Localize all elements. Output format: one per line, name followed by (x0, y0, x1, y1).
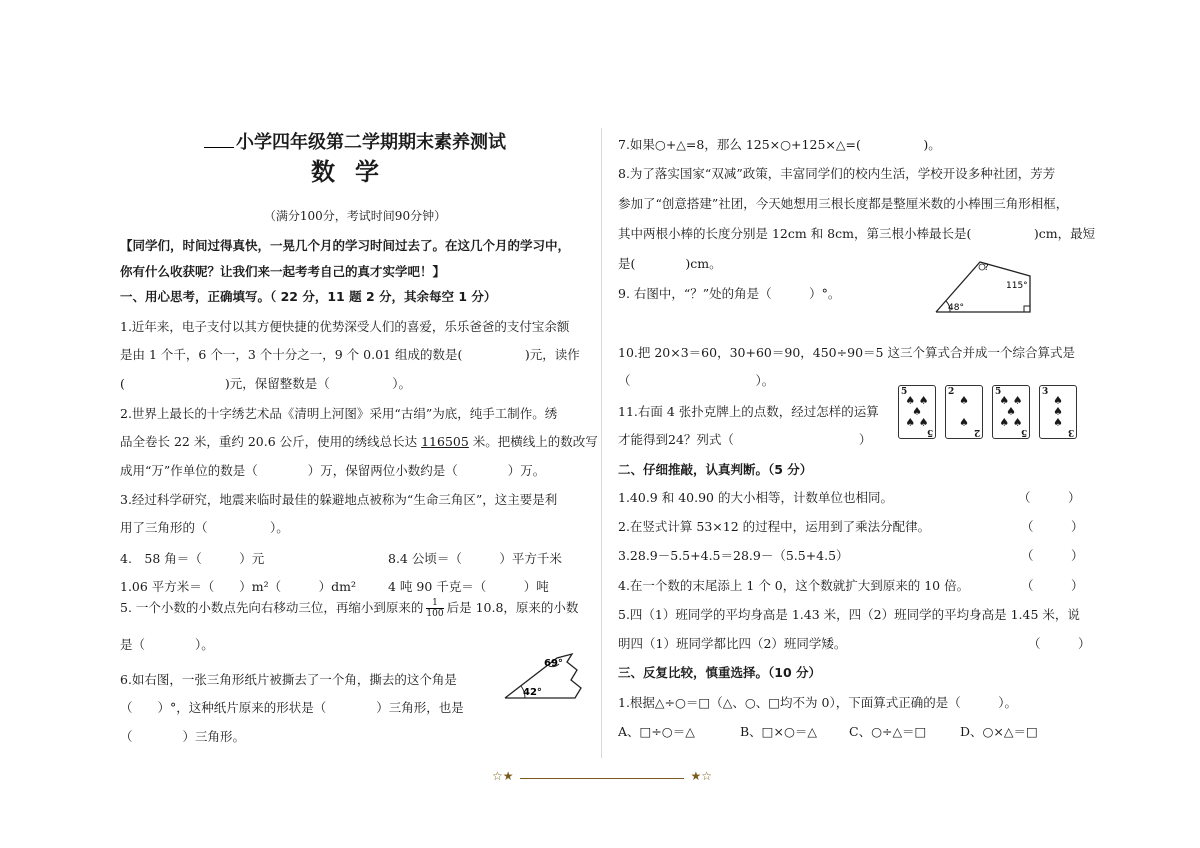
intro-line-1: 【同学们，时间过得真快，一晃几个月的学习时间过去了。在这几个月的学习中， (120, 238, 571, 253)
playing-card-4 (1039, 385, 1077, 439)
fraction-denominator: 100 (426, 609, 444, 619)
section3-title: 三、反复比较，慎重选择。（10 分） (618, 665, 821, 680)
judge-2-paren[interactable]: （ ） (1021, 519, 1084, 534)
angle-label-42: 42° (523, 687, 542, 698)
q2-line-3: 成用“万”作单位的数是（ ）万，保留两位小数约是（ ）万。 (120, 463, 546, 478)
footer-ornament (492, 769, 712, 789)
choice-1: 1.根据△÷○＝□（△、○、□均不为 0），下面算式正确的是（ ）。 (618, 695, 1017, 710)
q1-line-1: 1.近年来，电子支付以其方便快捷的优势深受人们的喜爱，乐乐爸爸的支付宝余额 (120, 319, 570, 334)
card-rank: 2 (948, 387, 955, 397)
judge-3: 3.28.9－5.5+4.5＝28.9－（5.5+4.5） (618, 548, 849, 563)
section1-title: 一、用心思考，正确填写。（ 22 分，11 题 2 分，其余每空 1 分） (120, 289, 497, 304)
q8-line-1: 8.为了落实国家“双减”政策，丰富同学们的校内生活，学校开设多种社团，芳芳 (618, 166, 1056, 181)
footer-rule (520, 778, 684, 779)
q4-item-b: 8.4 公顷＝（ ）平方千米 (388, 551, 562, 566)
q3-line-2: 用了三角形的（ ）。 (120, 520, 289, 535)
card-rank-inverted: 2 (973, 427, 980, 437)
judge-4: 4.在一个数的末尾添上 1 个 0，这个数就扩大到原来的 10 倍。 (618, 578, 970, 593)
fraction-one-hundredth (426, 598, 443, 619)
right-angle-mark (1024, 306, 1030, 312)
q4-item-c: 1.06 平方米＝（ ）m²（ ）dm² (120, 579, 357, 594)
subject-title: 数学 (311, 158, 399, 186)
judge-5-line-2: 明四（1）班同学都比四（2）班同学矮。 (618, 636, 847, 651)
q6-line-1: 6.如右图，一张三角形纸片被撕去了一个角，撕去的这个角是 (120, 672, 457, 687)
judge-2: 2.在竖式计算 53×12 的过程中，运用到了乘法分配律。 (618, 519, 931, 534)
q6-line-2: （ ）°，这种纸片原来的形状是（ ）三角形，也是 (120, 700, 464, 715)
judge-1: 1.40.9 和 40.90 的大小相等，计数单位也相同。 (618, 490, 893, 505)
option-a[interactable]: A、□÷○＝△ (618, 724, 695, 739)
spade-pips: ♠ ♠ ♠ ♠ ♠ (905, 394, 929, 429)
unknown-angle-label: ? (984, 263, 989, 273)
q2-line-2 (120, 432, 598, 450)
q8-line-4: 是( )cm。 (618, 256, 722, 271)
star-icon-left: ☆★ (492, 769, 514, 783)
option-d[interactable]: D、○×△＝□ (960, 724, 1038, 739)
q2-text-b: 米。把横线上的数改写 (468, 434, 598, 449)
q4-item-a: 4. 58 角＝（ ）元 (120, 551, 265, 566)
judge-3-paren[interactable]: （ ） (1021, 548, 1084, 563)
q11-line-2: 才能得到24？列式（ ） (618, 432, 872, 447)
card-rank: 3 (1042, 387, 1049, 397)
q7: 7.如果○+△=8，那么 125×○+125×△=( )。 (618, 137, 941, 152)
q2-text-a: 品全卷长 22 米，重约 20.6 公斤，使用的绣线总长达 (120, 434, 422, 449)
option-c[interactable]: C、○÷△＝□ (849, 724, 927, 739)
playing-card-1 (898, 385, 936, 439)
school-name-blank[interactable] (204, 147, 234, 148)
q3-line-1: 3.经过科学研究，地震来临时最佳的躲避地点被称为“生命三角区”，这主要是利 (120, 492, 558, 507)
playing-card-3 (992, 385, 1030, 439)
card-rank-inverted: 5 (1020, 427, 1027, 437)
playing-cards (898, 385, 1077, 439)
q4-item-d: 4 吨 90 千克＝（ ）吨 (388, 579, 549, 594)
quadrilateral-angle-figure (930, 254, 1040, 316)
star-icon-right: ★☆ (690, 769, 712, 783)
q2-line-1: 2.世界上最长的十字绣艺术品《清明上河图》采用“古绢”为底，纯手工制作。绣 (120, 406, 558, 421)
q10-line-2: （ ）。 (618, 373, 775, 388)
exam-title (120, 128, 590, 154)
angle-label-115: 115° (1006, 281, 1028, 291)
card-rank: 5 (995, 387, 1002, 397)
exam-meta: （满分100分，考试时间90分钟） (263, 209, 447, 223)
q8-line-3: 其中两根小棒的长度分别是 12cm 和 8cm，第三根小棒最长是( )cm，最短 (618, 226, 1096, 241)
q5-line-1 (120, 598, 578, 619)
card-rank: 5 (901, 387, 908, 397)
judge-4-paren[interactable]: （ ） (1021, 578, 1084, 593)
spade-pips: ♠ ♠ (959, 394, 969, 429)
angle-label-48: 48° (948, 303, 964, 313)
judge-1-paren[interactable]: （ ） (1018, 490, 1081, 505)
q9: 9. 右图中，“？”处的角是（ ）°。 (618, 286, 841, 301)
q5-line-2: 是（ ）。 (120, 637, 214, 652)
q2-underlined-number: 116505 (421, 434, 469, 449)
q5-text-b: 后是 10.8，原来的小数 (446, 600, 579, 615)
intro-line-2: 你有什么收获呢？让我们来一起考考自己的真才实学吧！】 (120, 264, 446, 279)
playing-card-2 (945, 385, 983, 439)
spade-pips: ♠ ♠ ♠ ♠ ♠ (999, 394, 1023, 429)
card-rank-inverted: 5 (926, 427, 933, 437)
torn-triangle-figure (497, 640, 593, 705)
option-b[interactable]: B、□×○＝△ (740, 724, 817, 739)
column-divider (601, 128, 602, 758)
q6-line-3: （ ）三角形。 (120, 729, 246, 744)
torn-triangle-outline (505, 654, 581, 698)
q1-line-3: ( )元，保留整数是（ ）。 (120, 376, 412, 391)
judge-5-paren[interactable]: （ ） (1028, 636, 1091, 651)
card-rank-inverted: 3 (1067, 427, 1074, 437)
q11-line-1: 11.右面 4 张扑克牌上的点数，经过怎样的运算 (618, 404, 879, 419)
q8-line-2: 参加了“创意搭建”社团，今天她想用三根长度都是整厘米数的小棒围三角形相框， (618, 196, 1069, 211)
q1-line-2: 是由 1 个千，6 个一，3 个十分之一，9 个 0.01 组成的数是( )元，读作 (120, 347, 580, 362)
q5-text-a: 5. 一个小数的小数点先向右移动三位，再缩小到原来的 (120, 600, 424, 615)
spade-pips: ♠ ♠ ♠ (1053, 394, 1063, 429)
fraction-numerator: 1 (426, 598, 443, 609)
section2-title: 二、仔细推敲，认真判断。（5 分） (618, 462, 813, 477)
q10-line-1: 10.把 20×3＝60，30+60＝90，450÷90＝5 这三个算式合并成一个综合算式是 (618, 345, 1075, 360)
angle-label-69: 69° (544, 658, 563, 669)
exam-title-text: 小学四年级第二学期期末素养测试 (236, 132, 506, 153)
judge-5-line-1: 5.四（1）班同学的平均身高是 1.43 米，四（2）班同学的平均身高是 1.45 米，说 (618, 607, 1080, 622)
